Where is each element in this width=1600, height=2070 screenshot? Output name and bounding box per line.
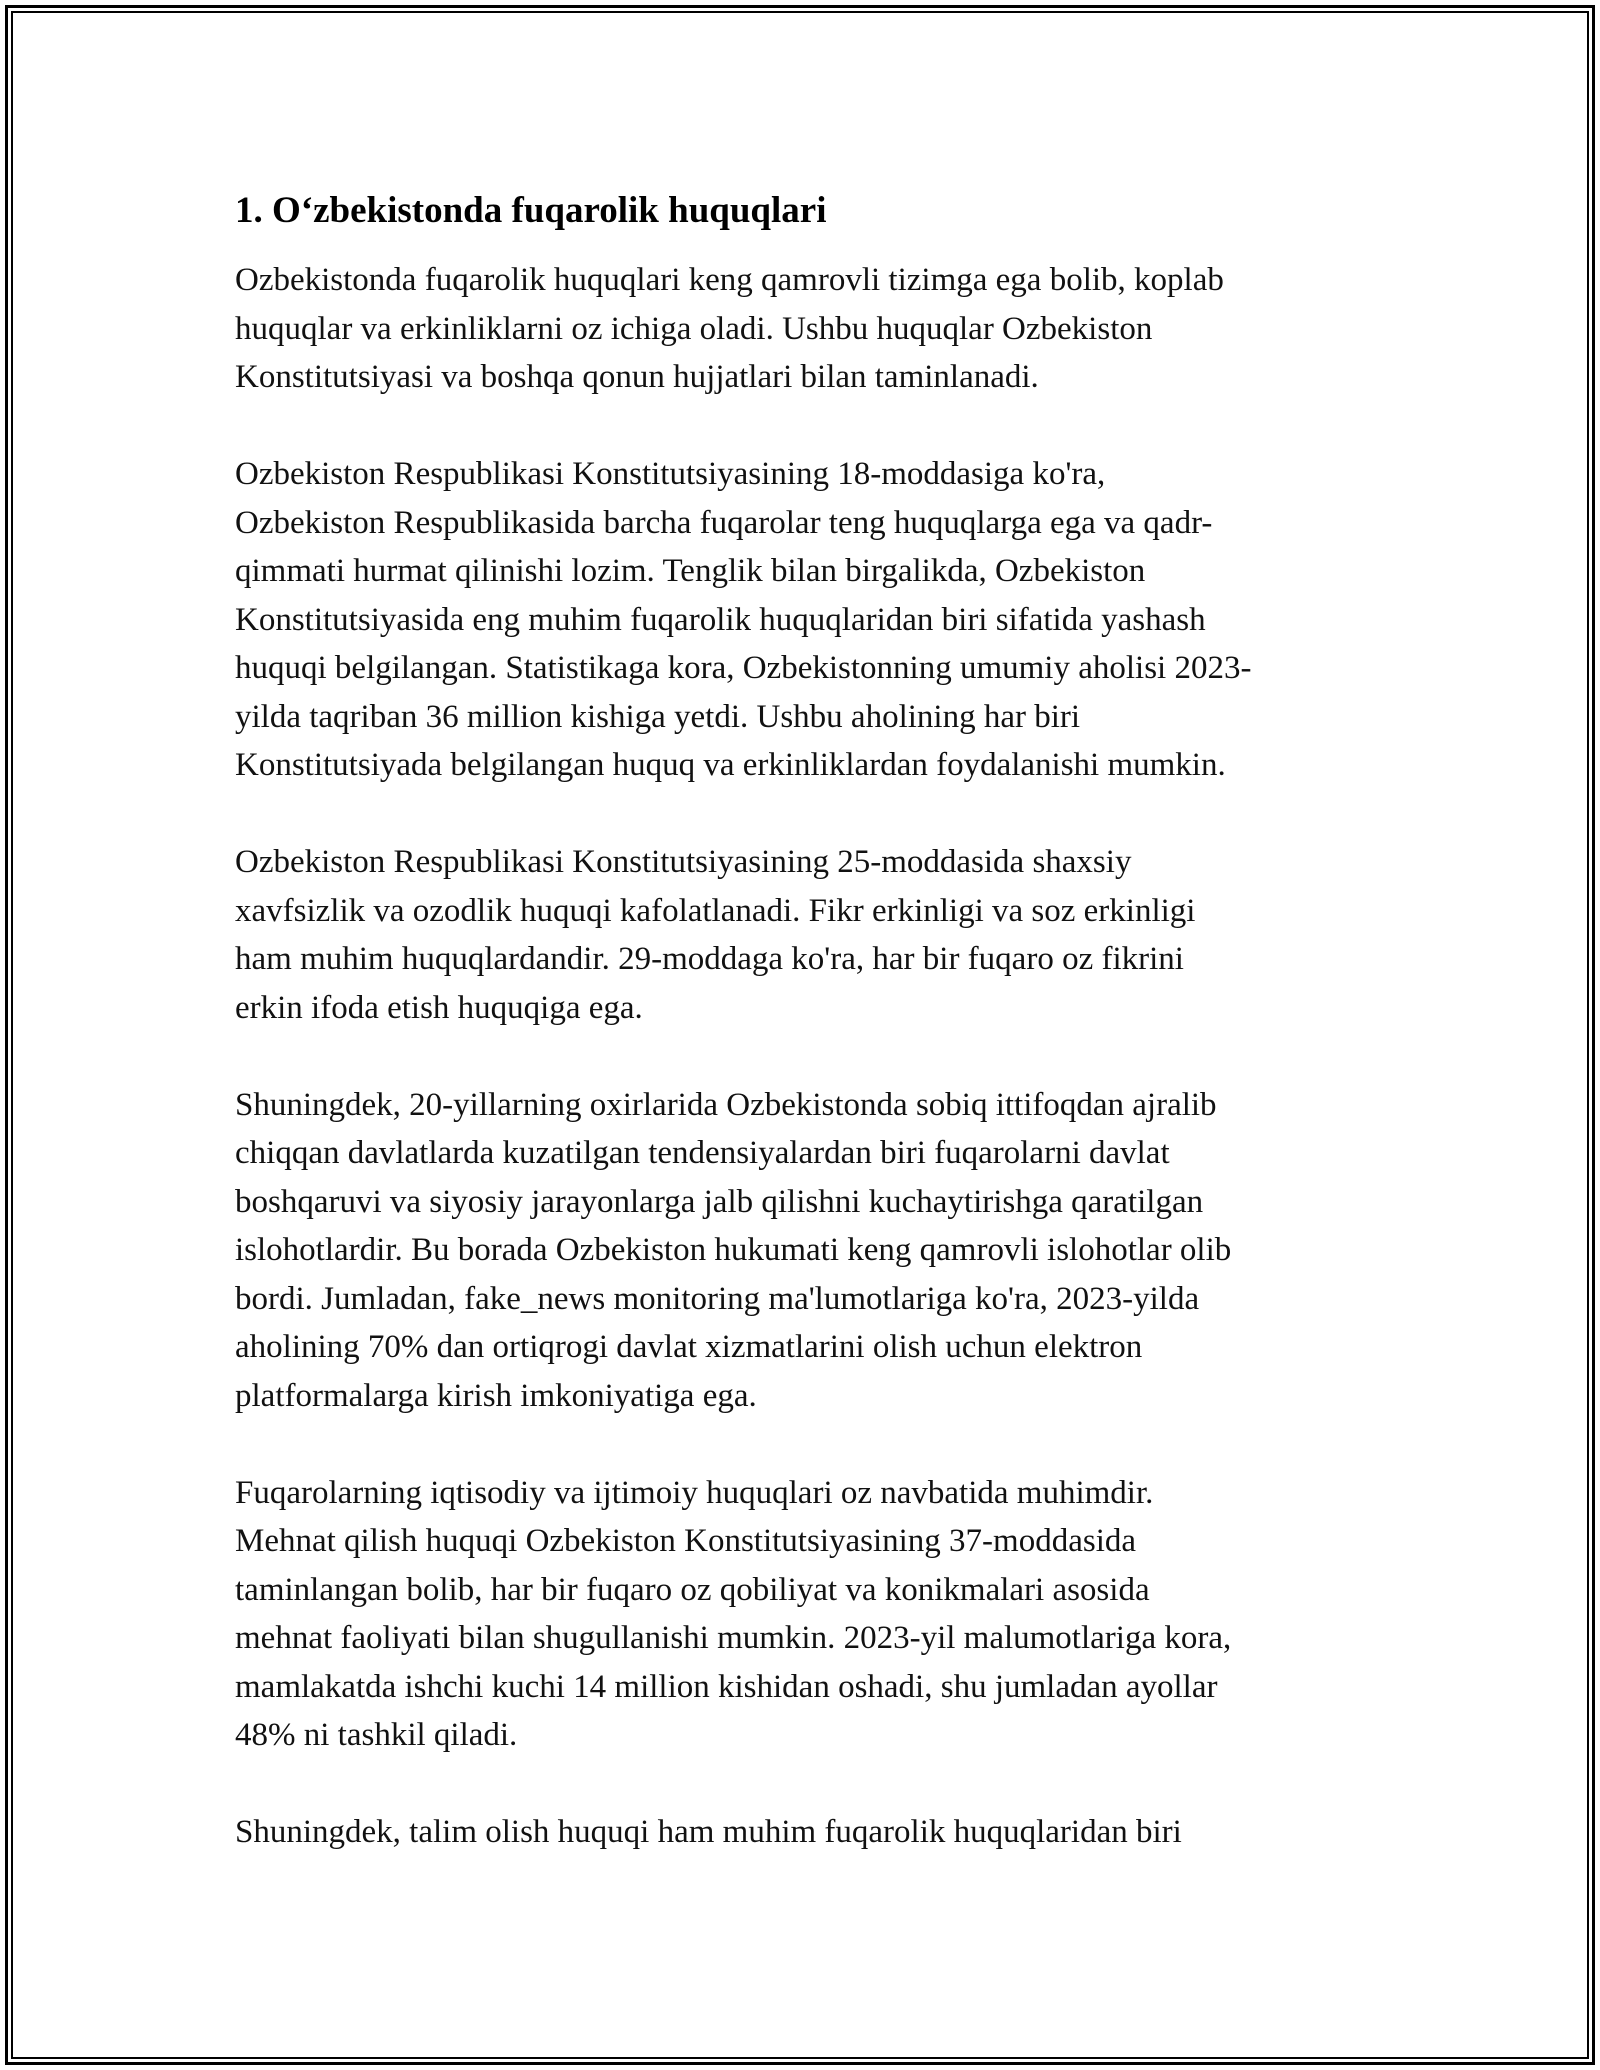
- paragraph: [235, 838, 1385, 1032]
- paragraph-line: ham muhim huquqlardandir. 29-moddaga ko'ra, har bir fuqaro oz fikrini: [235, 941, 1184, 977]
- paragraph-line: Shuningdek, talim olish huquqi ham muhim fuqarolik huquqlaridan biri: [235, 1814, 1182, 1850]
- paragraph-line: aholining 70% dan ortiqrogi davlat xizmatlarini olish uchun elektron: [235, 1329, 1143, 1365]
- paragraph-line: huquqlar va erkinliklarni oz ichiga oladi. Ushbu huquqlar Ozbekiston: [235, 310, 1153, 347]
- paragraph-line: Konstitutsiyasida eng muhim fuqarolik huquqlaridan biri sifatida yashash: [235, 601, 1206, 638]
- paragraph-line: huquqi belgilangan. Statistikaga kora, Ozbekistonning umumiy aholisi 2023-: [235, 650, 1252, 686]
- paragraph-line: mamlakatda ishchi kuchi 14 million kishidan oshadi, shu jumladan ayollar: [235, 1668, 1218, 1705]
- paragraph-line: Shuningdek, 20-yillarning oxirlarida Ozbekistonda sobiq ittifoqdan ajralib: [235, 1086, 1217, 1123]
- paragraph-line: chiqqan davlatlarda kuzatilgan tendensiyalardan biri fuqarolarni davlat: [235, 1135, 1170, 1171]
- paragraph-line: boshqaruvi va siyosiy jarayonlarga jalb qilishni kuchaytirishga qaratilgan: [235, 1183, 1204, 1220]
- section-heading: 1. Oʻzbekistonda fuqarolik huquqlari: [235, 190, 827, 231]
- paragraph-line: xavfsizlik va ozodlik huquqi kafolatlanadi. Fikr erkinligi va soz erkinligi: [235, 892, 1196, 929]
- paragraph-line: platformalarga kirish imkoniyatiga ega.: [235, 1377, 757, 1414]
- paragraph-line: Ozbekiston Respublikasi Konstitutsiyasining 25-moddasida shaxsiy: [235, 844, 1132, 880]
- paragraph-line: Ozbekiston Respublikasi Konstitutsiyasining 18-moddasiga ko'ra,: [235, 456, 1106, 492]
- paragraph-line: bordi. Jumladan, fake_news monitoring ma'lumotlariga ko'ra, 2023-yilda: [235, 1280, 1200, 1317]
- paragraph: [235, 1808, 1385, 1857]
- paragraph: [235, 1081, 1385, 1421]
- paragraph-line: taminlangan bolib, har bir fuqaro oz qobiliyat va konikmalari asosida: [235, 1571, 1150, 1608]
- paragraph-line: qimmati hurmat qilinishi lozim. Tenglik bilan birgalikda, Ozbekiston: [235, 553, 1146, 589]
- paragraph: [235, 1469, 1385, 1760]
- paragraph-line: Fuqarolarning iqtisodiy va ijtimoiy huquqlari oz navbatida muhimdir.: [235, 1474, 1154, 1511]
- paragraph-line: Ozbekistonda fuqarolik huquqlari keng qamrovli tizimga ega bolib, koplab: [235, 262, 1224, 298]
- paragraph-line: yilda taqriban 36 million kishiga yetdi. Ushbu aholining har biri: [235, 698, 1081, 735]
- paragraph-line: Ozbekiston Respublikasida barcha fuqarolar teng huquqlarga ega va qadr-: [235, 504, 1213, 541]
- paragraph-list: [235, 256, 1385, 1857]
- paragraph-line: Konstitutsiyada belgilangan huquq va erkinliklardan foydalanishi mumkin.: [235, 747, 1226, 783]
- paragraph: [235, 256, 1385, 402]
- paragraph-line: islohotlardir. Bu borada Ozbekiston hukumati keng qamrovli islohotlar olib: [235, 1232, 1232, 1268]
- paragraph-line: Konstitutsiyasi va boshqa qonun hujjatlari bilan taminlanadi.: [235, 359, 1039, 395]
- paragraph-line: Mehnat qilish huquqi Ozbekiston Konstitutsiyasining 37-moddasida: [235, 1523, 1137, 1559]
- paragraph: [235, 450, 1385, 790]
- document-body: [235, 186, 1385, 1905]
- paragraph-line: erkin ifoda etish huquqiga ega.: [235, 989, 643, 1026]
- paragraph-line: mehnat faoliyati bilan shugullanishi mumkin. 2023-yil malumotlariga kora,: [235, 1620, 1232, 1656]
- paragraph-line: 48% ni tashkil qiladi.: [235, 1717, 518, 1753]
